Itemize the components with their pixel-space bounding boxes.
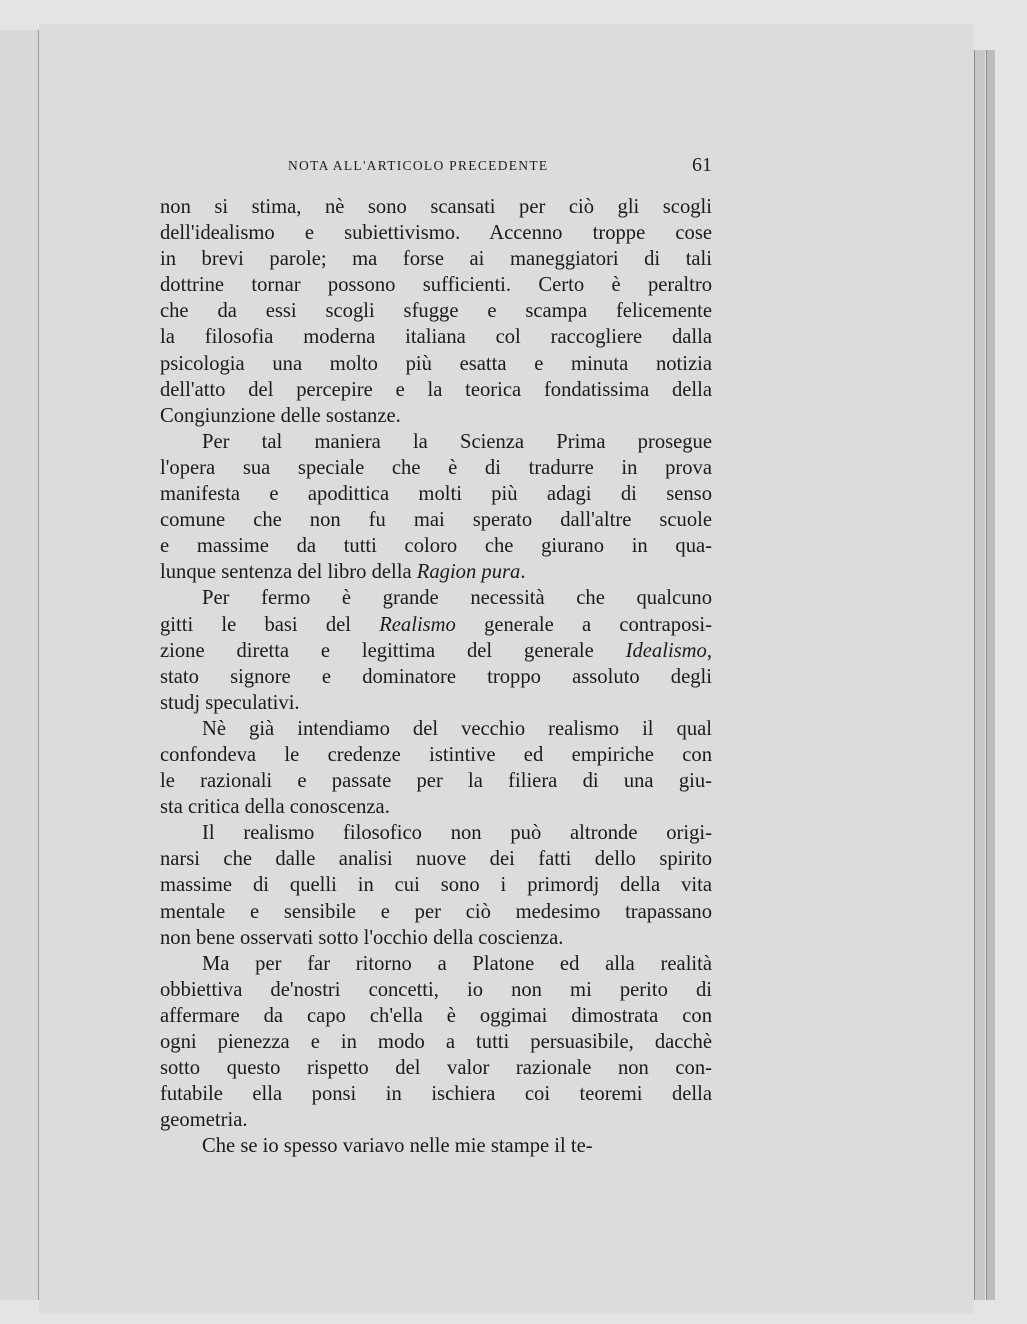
text-line	[160, 351, 712, 377]
paragraph	[160, 429, 712, 586]
text-segment: non bene osservati sotto l'occhio della coscienza.	[160, 926, 564, 949]
text-segment: massime di quelli in cui sono i primordj della vita	[160, 874, 712, 897]
text-line	[160, 1107, 712, 1133]
text-segment: non si stima, nè sono scansati per ciò gli scogli	[160, 196, 712, 218]
paragraph	[160, 716, 712, 820]
text-line	[160, 638, 712, 664]
text-line	[160, 768, 712, 794]
text-segment: Per fermo è grande necessità che qualcuno	[202, 587, 712, 610]
text-segment: mentale e sensibile e per ciò medesimo trapassano	[160, 900, 712, 923]
paragraph	[160, 194, 712, 429]
text-segment: studj speculativi.	[160, 691, 300, 714]
text-line	[160, 246, 712, 272]
text-segment: la filosofia moderna italiana col raccogliere dalla	[160, 326, 712, 349]
text-line	[160, 455, 712, 481]
text-line	[160, 1055, 712, 1081]
text-line	[160, 585, 712, 611]
text-line	[160, 559, 712, 585]
paragraph	[160, 1133, 712, 1159]
text-line	[160, 872, 712, 898]
text-segment: Congiunzione delle sostanze.	[160, 404, 401, 427]
text-line	[160, 298, 712, 324]
text-segment: ,	[706, 639, 712, 662]
italic-term: Idealismo	[625, 639, 707, 662]
text-segment: sta critica della conoscenza.	[160, 796, 390, 819]
text-segment: futabile ella ponsi in ischiera coi teoremi della	[160, 1083, 712, 1106]
text-line	[160, 716, 712, 742]
text-segment: Nè già intendiamo del vecchio realismo il qual	[202, 717, 712, 740]
text-line	[160, 1133, 712, 1159]
text-segment: lunque sentenza del libro della	[160, 561, 417, 584]
text-segment: geometria.	[160, 1109, 248, 1132]
text-line	[160, 690, 712, 716]
text-segment: stato signore e dominatore troppo assoluto degli	[160, 665, 712, 688]
text-line	[160, 820, 712, 846]
body-text	[160, 194, 712, 1159]
text-line	[160, 612, 712, 638]
paragraph	[160, 585, 712, 715]
italic-term: Realismo	[379, 613, 456, 636]
text-segment: affermare da capo ch'ella è oggimai dimostrata con	[160, 1004, 712, 1027]
text-segment: Per tal maniera la Scienza Prima prosegue	[202, 430, 712, 453]
text-line	[160, 429, 712, 455]
text-segment: confondeva le credenze istintive ed empiriche con	[160, 743, 712, 766]
text-segment: Ma per far ritorno a Platone ed alla realità	[202, 952, 712, 975]
text-line	[160, 272, 712, 298]
text-segment: Il realismo filosofico non può altronde origi-	[202, 822, 712, 845]
text-segment: l'opera sua speciale che è di tradurre in prova	[160, 456, 712, 479]
text-line	[160, 925, 712, 951]
text-segment: zione diretta e legittima del generale	[160, 639, 626, 662]
text-line	[160, 324, 712, 350]
text-segment: in brevi parole; ma forse ai maneggiatori di tali	[160, 248, 712, 271]
text-segment: psicologia una molto più esatta e minuta notizia	[160, 352, 712, 375]
text-segment: le razionali e passate per la filiera di una giu-	[160, 770, 712, 793]
text-segment: Che se io spesso variavo nelle mie stampe il te-	[202, 1135, 593, 1158]
text-segment: che da essi scogli sfugge e scampa felicemente	[160, 300, 712, 323]
text-line	[160, 533, 712, 559]
text-segment: dell'idealismo e subiettivismo. Accenno troppe cose	[160, 222, 712, 245]
text-line	[160, 1029, 712, 1055]
text-segment: comune che non fu mai sperato dall'altre scuole	[160, 509, 712, 532]
page-edge-shadow	[986, 50, 995, 1300]
text-line	[160, 220, 712, 246]
text-line	[160, 977, 712, 1003]
text-segment: generale a contraposi-	[455, 613, 712, 636]
text-segment: obbiettiva de'nostri concetti, io non mi perito di	[160, 978, 712, 1001]
page-header	[160, 156, 712, 182]
text-line	[160, 403, 712, 429]
text-line	[160, 481, 712, 507]
running-head: NOTA ALL'ARTICOLO PRECEDENTE	[288, 158, 549, 173]
text-line	[160, 794, 712, 820]
text-line	[160, 194, 712, 220]
text-line	[160, 951, 712, 977]
paragraph	[160, 820, 712, 950]
text-segment: manifesta e apodittica molti più adagi di senso	[160, 483, 712, 506]
text-line	[160, 377, 712, 403]
page-edge-shadow	[974, 50, 985, 1300]
text-line	[160, 1081, 712, 1107]
page-number: 61	[692, 154, 712, 176]
text-segment: .	[520, 561, 526, 584]
text-segment: dell'atto del percepire e la teorica fondatissima della	[160, 378, 712, 401]
text-line	[160, 1003, 712, 1029]
text-segment: sotto questo rispetto del valor razionale non con-	[160, 1057, 712, 1080]
text-segment: gitti le basi del	[160, 613, 380, 636]
text-line	[160, 899, 712, 925]
text-line	[160, 742, 712, 768]
text-line	[160, 664, 712, 690]
text-line	[160, 507, 712, 533]
previous-page-edge	[0, 30, 39, 1300]
text-segment: e massime da tutti coloro che giurano in qua-	[160, 535, 712, 558]
text-segment: narsi che dalle analisi nuove dei fatti dello spirito	[160, 848, 712, 871]
italic-term: Ragion pura	[416, 561, 521, 584]
paragraph	[160, 951, 712, 1134]
text-line	[160, 846, 712, 872]
text-segment: ogni pienezza e in modo a tutti persuasibile, dacchè	[160, 1031, 712, 1053]
text-segment: dottrine tornar possono sufficienti. Certo è peraltro	[160, 274, 712, 297]
